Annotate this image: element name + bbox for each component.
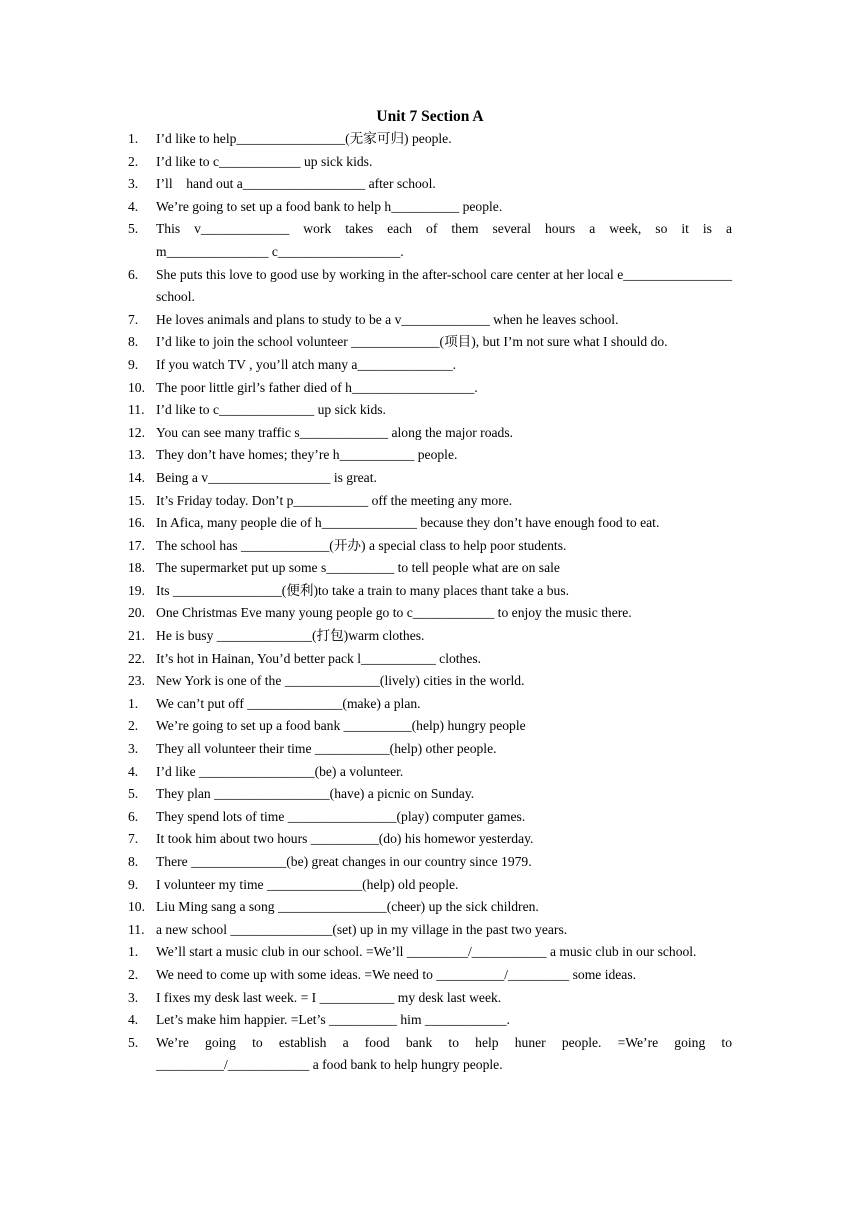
item-number: 8. bbox=[128, 334, 139, 350]
item-text: I’ll hand out a__________________ after school. bbox=[156, 176, 436, 192]
item-number: 1. bbox=[128, 131, 139, 146]
item-number: 5. bbox=[128, 221, 139, 237]
item-text: I’d like to c______________ up sick kids. bbox=[156, 402, 386, 418]
list-item bbox=[128, 264, 736, 309]
list-item bbox=[128, 309, 732, 332]
item-text: Let’s make him happier. =Let’s __________ him ____________. bbox=[156, 1012, 510, 1028]
item-text: We can’t put off ______________(make) a plan. bbox=[156, 695, 421, 711]
item-number: 7. bbox=[128, 831, 139, 847]
item-number: 10. bbox=[128, 899, 145, 915]
list-item bbox=[128, 738, 732, 761]
list-item bbox=[128, 761, 732, 784]
list-item bbox=[128, 964, 732, 987]
list-item bbox=[128, 806, 732, 829]
item-number: 4. bbox=[128, 198, 139, 214]
list-item bbox=[128, 377, 732, 400]
item-number: 11. bbox=[128, 402, 145, 418]
item-text: It’s Friday today. Don’t p___________ off the meeting any more. bbox=[156, 492, 513, 508]
list-item bbox=[128, 874, 732, 897]
list-item bbox=[128, 512, 732, 535]
item-text: This v_____________ work takes each of them several hours a week, so it is a m_______________ c__________________. bbox=[156, 221, 736, 259]
list-item bbox=[128, 151, 732, 174]
item-number: 17. bbox=[128, 537, 145, 553]
item-number: 3. bbox=[128, 741, 139, 757]
item-number: 12. bbox=[128, 424, 145, 440]
list-item bbox=[128, 987, 732, 1010]
list-item bbox=[128, 670, 732, 693]
item-text: We’re going to set up a food bank to help h__________ people. bbox=[156, 198, 503, 214]
item-number: 18. bbox=[128, 560, 145, 576]
item-text: They all volunteer their time ___________(help) other people. bbox=[156, 741, 497, 757]
item-text: They plan _________________(have) a picnic on Sunday. bbox=[156, 786, 475, 802]
item-text: I’d like to join the school volunteer _____________(项目), but I’m not sure what I should do. bbox=[156, 334, 668, 350]
list-item bbox=[128, 625, 732, 648]
item-text: He is busy ______________(打包)warm clothes. bbox=[156, 628, 425, 644]
item-text: It’s hot in Hainan, You’d better pack l___________ clothes. bbox=[156, 650, 482, 666]
item-number: 22. bbox=[128, 650, 145, 666]
item-number: 9. bbox=[128, 876, 139, 892]
item-text: New York is one of the ______________(lively) cities in the world. bbox=[156, 673, 525, 689]
item-text: Being a v__________________ is great. bbox=[156, 469, 377, 485]
item-text: I fixes my desk last week. = I ___________ my desk last week. bbox=[156, 989, 502, 1005]
item-number: 9. bbox=[128, 356, 139, 372]
item-text: In Afica, many people die of h______________ because they don’t have enough food to eat. bbox=[156, 515, 660, 531]
item-number: 8. bbox=[128, 854, 139, 869]
list-item bbox=[128, 128, 732, 151]
item-number: 7. bbox=[128, 311, 139, 327]
item-number: 19. bbox=[128, 582, 145, 598]
list-item bbox=[128, 331, 732, 354]
list-item bbox=[128, 399, 732, 422]
item-text: Liu Ming sang a song ________________(cheer) up the sick children. bbox=[156, 899, 539, 915]
item-text: They don’t have homes; they’re h___________ people. bbox=[156, 447, 458, 463]
item-number: 3. bbox=[128, 989, 139, 1005]
list-item bbox=[128, 422, 732, 445]
item-number: 6. bbox=[128, 808, 139, 824]
item-text: He loves animals and plans to study to be a v_____________ when he leaves school. bbox=[156, 311, 619, 327]
item-text: It took him about two hours __________(do) his homewor yesterday. bbox=[156, 831, 534, 847]
list-item bbox=[128, 557, 732, 580]
item-number: 23. bbox=[128, 673, 145, 689]
list-item bbox=[128, 851, 732, 874]
item-number: 15. bbox=[128, 492, 145, 508]
item-text: The school has _____________(开办) a special class to help poor students. bbox=[156, 537, 567, 553]
item-text: She puts this love to good use by working in the after-school care center at her local e________________ school. bbox=[156, 266, 736, 305]
item-text: The supermarket put up some s__________ to tell people what are on sale bbox=[156, 560, 560, 576]
item-text: We’re going to establish a food bank to help huner people. =We’re going to __________/____________ a food bank to help hungry people. bbox=[156, 1034, 736, 1073]
item-text: I’d like to c____________ up sick kids. bbox=[156, 153, 373, 169]
list-item bbox=[128, 535, 732, 558]
item-number: 5. bbox=[128, 786, 139, 802]
item-text: If you watch TV , you’ll atch many a______________. bbox=[156, 356, 457, 372]
item-text: You can see many traffic s_____________ along the major roads. bbox=[156, 424, 514, 440]
item-number: 20. bbox=[128, 605, 145, 621]
list-item bbox=[128, 1032, 736, 1077]
list-item bbox=[128, 919, 732, 942]
list-item bbox=[128, 173, 732, 196]
list-item bbox=[128, 896, 732, 919]
item-number: 1. bbox=[128, 944, 139, 960]
item-number: 3. bbox=[128, 176, 139, 192]
item-number: 2. bbox=[128, 966, 139, 982]
list-item bbox=[128, 490, 732, 513]
item-text: I’d like to help________________(无家可归) people. bbox=[156, 131, 452, 146]
item-text: We need to come up with some ideas. =We need to __________/_________ some ideas. bbox=[156, 966, 637, 982]
list-item bbox=[128, 828, 732, 851]
item-number: 10. bbox=[128, 379, 145, 395]
item-number: 5. bbox=[128, 1034, 139, 1050]
list-item bbox=[128, 648, 732, 671]
item-text: I volunteer my time ______________(help) old people. bbox=[156, 876, 459, 892]
item-number: 21. bbox=[128, 628, 145, 644]
item-number: 4. bbox=[128, 763, 139, 779]
item-text: One Christmas Eve many young people go to c____________ to enjoy the music there. bbox=[156, 605, 632, 621]
list-item bbox=[128, 693, 732, 716]
list-item bbox=[128, 580, 732, 603]
list-item bbox=[128, 602, 732, 625]
list-item bbox=[128, 715, 732, 738]
list-item bbox=[128, 196, 732, 219]
list-item bbox=[128, 218, 736, 263]
list-item bbox=[128, 941, 732, 964]
item-number: 11. bbox=[128, 921, 145, 937]
item-text: There ______________(be) great changes in our country since 1979. bbox=[156, 854, 532, 869]
item-number: 6. bbox=[128, 266, 139, 282]
item-number: 16. bbox=[128, 515, 145, 531]
item-text: The poor little girl’s father died of h__________________. bbox=[156, 379, 478, 395]
item-text: We’ll start a music club in our school. =We’ll _________/___________ a music club in our school. bbox=[156, 944, 697, 960]
item-text: We’re going to set up a food bank __________(help) hungry people bbox=[156, 718, 526, 734]
item-text: a new school _______________(set) up in my village in the past two years. bbox=[156, 921, 568, 937]
list-item bbox=[128, 783, 732, 806]
list-item bbox=[128, 444, 732, 467]
item-number: 2. bbox=[128, 153, 139, 169]
item-number: 14. bbox=[128, 469, 145, 485]
item-number: 13. bbox=[128, 447, 145, 463]
item-text: Its ________________(便利)to take a train to many places thant take a bus. bbox=[156, 582, 570, 598]
item-text: I’d like _________________(be) a volunteer. bbox=[156, 763, 404, 779]
page-title: Unit 7 Section A bbox=[376, 108, 484, 125]
item-number: 4. bbox=[128, 1012, 139, 1028]
list-item bbox=[128, 354, 732, 377]
item-text: They spend lots of time ________________(play) computer games. bbox=[156, 808, 526, 824]
list-item bbox=[128, 1009, 732, 1032]
exercise-list bbox=[128, 128, 736, 1077]
item-number: 1. bbox=[128, 695, 139, 711]
list-item bbox=[128, 467, 732, 490]
item-number: 2. bbox=[128, 718, 139, 734]
